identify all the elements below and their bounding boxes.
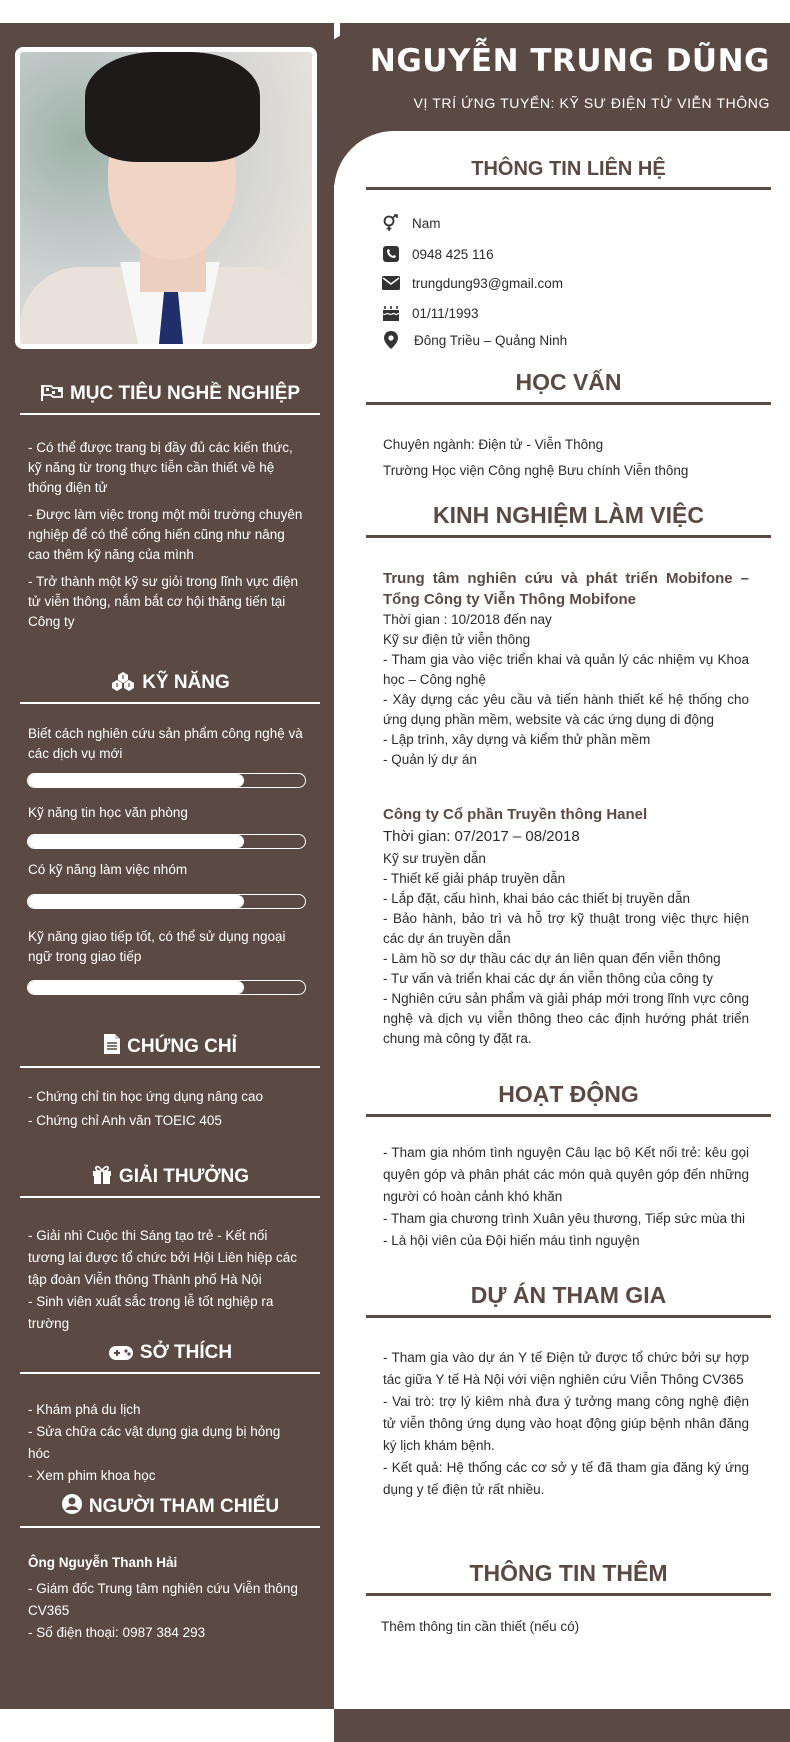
objective-item: - Được làm việc trong một môi trường chuyên nghiệp để có thể cống hiến cũng như nâng cao thêm kỹ năng của mình <box>28 507 303 562</box>
skill-bar <box>27 980 306 995</box>
job-task: - Bảo hành, bảo trì và hỗ trợ kỹ thuật trong việc thực hiện các dự án truyền dẫn <box>383 911 749 946</box>
job-task: - Nghiên cứu sản phẩm và giải pháp mới trong lĩnh vực công nghệ và dịch vụ viễn thông theo các định hướng phát triển chung mà công ty đặt ra. <box>383 991 749 1046</box>
job-company: Công ty Cổ phần Truyền thông Hanel <box>383 806 648 823</box>
certificate-item: - Chứng chỉ Anh văn TOEIC 405 <box>28 1113 222 1128</box>
objective-list <box>28 438 304 639</box>
skill-fill <box>28 774 244 787</box>
birthday-row <box>382 304 479 322</box>
job-task: - Lập trình, xây dựng và kiểm thử phần mềm <box>383 732 651 747</box>
projects-list <box>383 1347 749 1501</box>
skill-fill <box>28 835 244 848</box>
job-task: - Tham gia vào việc triển khai và quản lý các nhiệm vụ Khoa học – Công nghệ <box>383 652 749 687</box>
references-heading: NGƯỜI THAM CHIẾU <box>20 1493 320 1528</box>
award-item: - Sinh viên xuất sắc trong lễ tốt nghiệp ra trường <box>28 1294 274 1331</box>
job-task: - Tư vấn và triển khai các dự án viễn thông của công ty <box>383 971 714 986</box>
phone-row <box>382 245 494 263</box>
reference-item: - Số điện thoại: 0987 384 293 <box>28 1625 206 1640</box>
references-block <box>28 1552 304 1651</box>
gift-icon <box>91 1163 113 1185</box>
awards-list <box>28 1225 304 1342</box>
skill-fill <box>28 981 244 994</box>
project-item: - Vai trò: trợ lý kiêm nhà đưa ý tưởng mang công nghệ điện tử viễn thông ứng dụng vào hoạt động giúp bệnh nhân đăng ký lịch khám bệnh. <box>383 1394 749 1453</box>
gender-icon <box>382 214 400 232</box>
hobby-item: - Xem phim khoa học <box>28 1468 156 1483</box>
job-block <box>383 568 749 770</box>
objective-item: - Trở thành một kỹ sư giỏi trong lĩnh vực điện tử viễn thông, nắm bắt cơ hội thăng tiến tại Công ty <box>28 574 299 629</box>
certificate-item: - Chứng chỉ tin học ứng dụng nâng cao <box>28 1089 263 1104</box>
reference-item: - Giám đốc Trung tâm nghiên cứu Viễn thông CV365 <box>28 1581 298 1618</box>
hobbies-list <box>28 1399 304 1494</box>
birthday-cake-icon <box>382 304 400 322</box>
map-marker-icon <box>382 331 400 349</box>
flag-icon <box>40 384 64 402</box>
job-task: - Lắp đặt, cấu hình, khai báo các thiết bị truyền dẫn <box>383 891 690 906</box>
awards-heading: GIẢI THƯỞNG <box>20 1163 320 1198</box>
hobby-item: - Sửa chữa các vật dụng gia dụng bị hỏng hóc <box>28 1424 281 1461</box>
project-item: - Kết quả: Hệ thống các cơ sở y tế đã tham gia đăng ký ứng dụng y tế điện tử rất nhiều. <box>383 1460 749 1497</box>
address-value: Đông Triều – Quảng Ninh <box>414 332 568 348</box>
phone-value: 0948 425 116 <box>412 246 494 262</box>
education-school: Trường Học viện Công nghệ Bưu chính Viễn thông <box>383 463 689 478</box>
education-major: Chuyên ngành: Điện tử - Viễn Thông <box>383 437 604 452</box>
candidate-name: NGUYỄN TRUNG DŨNG <box>369 43 770 79</box>
job-role: Kỹ sư truyền dẫn <box>383 851 486 866</box>
project-item: - Tham gia vào dự án Y tế Điện tử được tổ chức bởi sự hợp tác giữa Y tế Hà Nội với viện nghiên cứu Viễn Thông CV365 <box>383 1350 749 1387</box>
job-time: Thời gian: 07/2017 – 08/2018 <box>383 828 580 845</box>
gender-row <box>382 214 441 232</box>
skill-label: Biết cách nghiên cứu sản phẩm công nghệ và các dịch vụ mới <box>28 726 303 761</box>
job-task: - Thiết kế giải pháp truyền dẫn <box>383 871 566 886</box>
email-row <box>382 274 563 292</box>
experience-heading: KINH NGHIỆM LÀM VIỆC <box>366 502 771 538</box>
skills-heading: KỸ NĂNG <box>20 671 320 704</box>
objective-item: - Có thể được trang bị đầy đủ các kiến thức, kỹ năng từ trong thực tiễn cần thiết về hệ thống điện tử <box>28 440 293 495</box>
extra-heading: THÔNG TIN THÊM <box>366 1560 771 1596</box>
user-circle-icon <box>61 1493 83 1515</box>
phone-icon <box>382 245 400 263</box>
skill-label: Kỹ năng tin học văn phòng <box>28 805 188 820</box>
skill-label: Có kỹ năng làm việc nhóm <box>28 862 188 877</box>
gender-value: Nam <box>412 215 441 231</box>
file-icon <box>103 1033 121 1055</box>
address-row <box>382 331 567 349</box>
education-block <box>383 432 749 484</box>
extra-text: Thêm thông tin cần thiết (nếu có) <box>381 1619 580 1634</box>
gamepad-icon <box>108 1345 134 1361</box>
projects-heading: DỰ ÁN THAM GIA <box>366 1282 771 1318</box>
job-company: Trung tâm nghiên cứu và phát triển Mobifone – Tổng Công ty Viễn Thông Mobifone <box>383 570 749 608</box>
job-role: Kỹ sư điện tử viễn thông <box>383 632 531 647</box>
reference-name: Ông Nguyễn Thanh Hải <box>28 1555 178 1570</box>
skill-bar <box>27 834 306 849</box>
activities-heading: HOẠT ĐỘNG <box>366 1081 771 1117</box>
job-time: Thời gian : 10/2018 đến nay <box>383 612 552 627</box>
award-item: - Giải nhì Cuộc thi Sáng tạo trẻ - Kết nối tương lai được tổ chức bởi Hội Liên hiệp các tập đoàn Viễn thông Thành phố Hà Nội <box>28 1228 298 1287</box>
footer-band <box>334 1709 790 1742</box>
job-task: - Quản lý dự án <box>383 752 477 767</box>
certificates-heading: CHỨNG CHỈ <box>20 1033 320 1068</box>
skill-bar <box>27 773 306 788</box>
skill-bar <box>27 894 306 909</box>
certificates-list <box>28 1087 304 1138</box>
hobby-item: - Khám phá du lịch <box>28 1402 141 1417</box>
activity-item: - Tham gia chương trình Xuân yêu thương, Tiếp sức mùa thi <box>383 1211 745 1226</box>
activities-list <box>383 1142 749 1252</box>
job-task: - Xây dựng các yêu cầu và tiến hành thiết kế hệ thống cho ứng dụng phần mềm, website và các ứng dụng di động <box>383 692 749 727</box>
job-task: - Làm hồ sơ dự thầu các dự án liên quan đến viễn thông <box>383 951 721 966</box>
profile-photo <box>15 47 317 349</box>
cubes-icon <box>110 671 136 691</box>
hobbies-heading: SỞ THÍCH <box>20 1342 320 1374</box>
objective-heading: MỤC TIÊU NGHỀ NGHIỆP <box>20 383 320 415</box>
education-heading: HỌC VẤN <box>366 369 771 405</box>
contact-heading: THÔNG TIN LIÊN HỆ <box>366 158 771 190</box>
birthday-value: 01/11/1993 <box>412 305 479 321</box>
activity-item: - Tham gia nhóm tình nguyện Câu lạc bộ Kết nối trẻ: kêu gọi quyên góp và phân phát các món quà quyên góp đến những người có hoàn cảnh khó khăn <box>383 1145 749 1204</box>
email-value[interactable]: trungdung93@gmail.com <box>412 275 564 291</box>
applied-position: VỊ TRÍ ỨNG TUYỂN: KỸ SƯ ĐIỆN TỬ VIỄN THÔNG <box>413 95 770 111</box>
envelope-icon <box>382 274 400 292</box>
job-block <box>383 804 749 1049</box>
skill-label: Kỹ năng giao tiếp tốt, có thể sử dụng ngoại ngữ trong giao tiếp <box>28 929 286 964</box>
activity-item: - Là hội viên của Đội hiến máu tình nguyện <box>383 1233 640 1248</box>
skill-fill <box>28 895 244 908</box>
